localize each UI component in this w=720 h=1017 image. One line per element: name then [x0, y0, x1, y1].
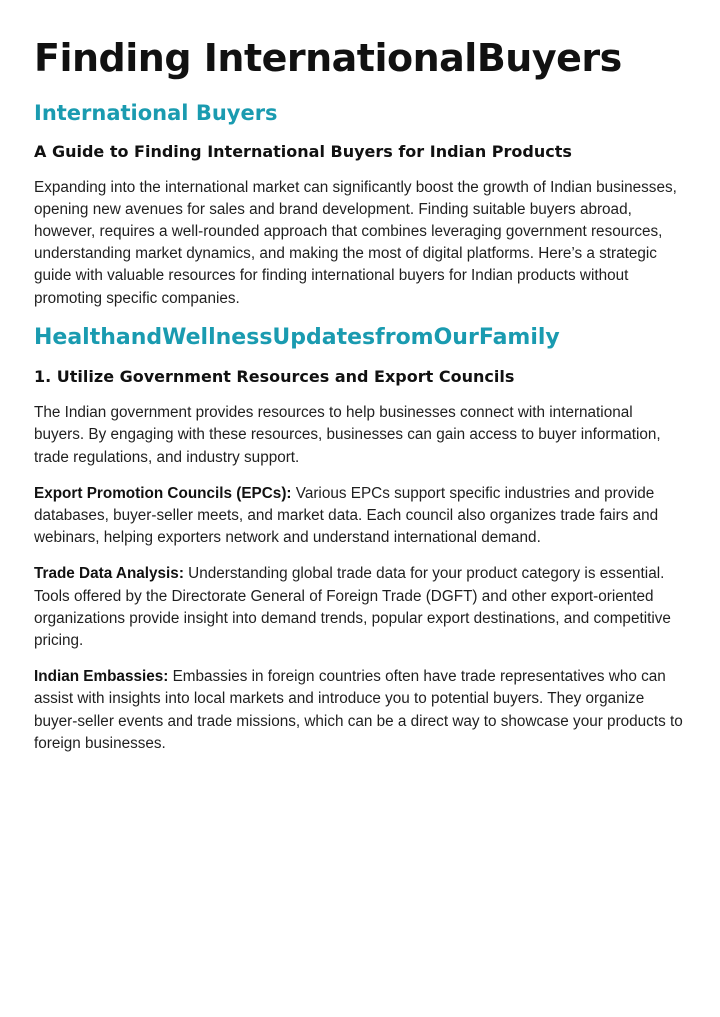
section-subheading: A Guide to Finding International Buyers for Indian Products [34, 141, 572, 161]
section-heading: HealthandWellnessUpdatesfromOurFamily [34, 324, 560, 350]
paragraph-text: Various EPCs support specific industries and provide databases, buyer-seller meets, and market data. Each council also organizes trade fairs and webinars, helping exporters network and understand international demand. [34, 484, 659, 547]
government-resources-paragraph: The Indian government provides resources to help businesses connect with international buyers. By engaging with these resources, businesses can gain access to buyer information, trade regulations, and industry support. [34, 404, 661, 466]
section-health-updates [34, 324, 686, 755]
section-international-buyers [34, 100, 686, 310]
epc-paragraph [34, 483, 686, 550]
paragraph-lead: Export Promotion Councils (EPCs): [34, 484, 292, 502]
page-title: Finding InternationalBuyers [34, 36, 622, 80]
paragraph-text: Understanding global trade data for your product category is essential. Tools offered by the Directorate General of Foreign Trade (DGFT) and other export-oriented organizations provide insight into demand trends, popular export destinations, and competitive pricing. [34, 565, 671, 649]
paragraph-text: Embassies in foreign countries often have trade representatives who can assist with insights into local markets and introduce you to potential buyers. They organize buyer-seller events and trade missions, which can be a direct way to showcase your products to foreign businesses. [34, 668, 683, 752]
trade-data-paragraph [34, 563, 686, 652]
intro-paragraph: Expanding into the international market can significantly boost the growth of Indian businesses, opening new avenues for sales and brand development. Finding suitable buyers abroad, however, requires a well-rounded approach that combines leveraging government resources, understanding market dynamics, and making the most of digital platforms. Here’s a strategic guide with valuable resources for finding international buyers for Indian products without promoting specific companies. [34, 178, 677, 307]
section-subheading: 1. Utilize Government Resources and Export Councils [34, 367, 515, 387]
section-heading: International Buyers [34, 100, 278, 125]
paragraph-lead: Indian Embassies: [34, 668, 169, 686]
embassies-paragraph [34, 666, 686, 755]
paragraph-lead: Trade Data Analysis: [34, 565, 184, 583]
